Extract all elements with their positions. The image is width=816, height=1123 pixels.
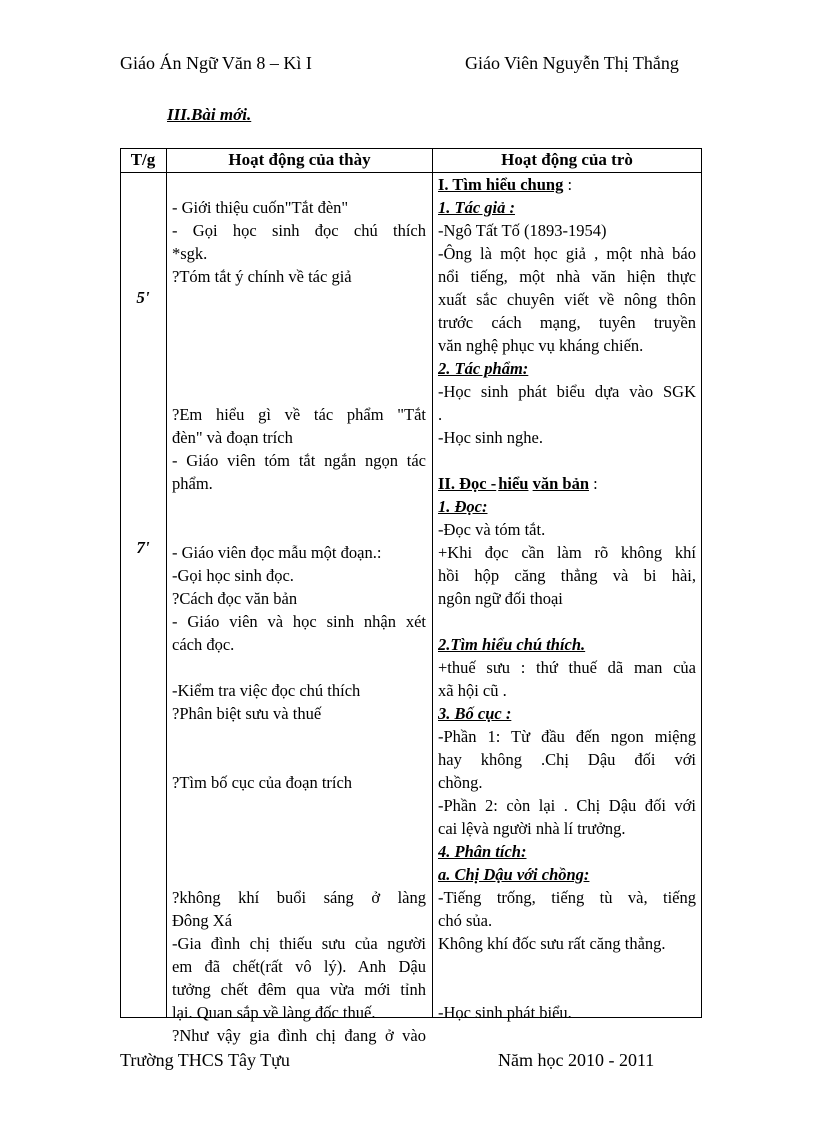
- teacher-line: ?Phân biệt sưu và thuế: [172, 704, 322, 723]
- teacher-line: tưởng chết đêm qua vừa mới tỉnh: [172, 980, 426, 999]
- teacher-line: cách đọc.: [172, 635, 235, 654]
- student-line: ngôn ngữ đối thoại: [438, 589, 563, 608]
- teacher-line: - Giáo viên đọc mẫu một đoạn.:: [172, 543, 382, 562]
- teacher-line: ?Cách đọc văn bản: [172, 589, 298, 608]
- teacher-line: ?Tìm bố cục của đoạn trích: [172, 773, 353, 792]
- teacher-line: - Giáo viên tóm tắt ngắn ngọn tác: [172, 451, 426, 470]
- footer-left: Trường THCS Tây Tựu: [120, 1050, 290, 1070]
- student-line: +thuế sưu : thứ thuế dã man của: [438, 658, 696, 677]
- teacher-line: lại. Quan sắp về làng đốc thuế.: [172, 1003, 376, 1022]
- student-line: xã hội cũ .: [438, 681, 507, 700]
- student-line: trước cách mạng, tuyên truyền: [438, 313, 696, 332]
- subheading-bo-cuc: 3. Bố cục :: [438, 704, 512, 723]
- table-border-right: [701, 148, 702, 1018]
- subheading-chu-thich: 2.Tìm hiểu chú thích.: [438, 635, 586, 654]
- student-line: chó sủa.: [438, 911, 493, 930]
- subheading-chi-dau: a. Chị Dậu với chồng:: [438, 865, 590, 884]
- header-left: Giáo Án Ngữ Văn 8 – Kì I: [120, 53, 312, 73]
- table-divider-mid: [432, 148, 433, 1018]
- lesson-table: [120, 148, 702, 1045]
- student-line: -Phần 1: Từ đầu đến ngon miệng: [438, 727, 696, 746]
- student-line: -Học sinh phát biểu.: [438, 1003, 572, 1022]
- subheading-phan-tich: 4. Phân tích:: [438, 842, 527, 861]
- teacher-line: ?Tóm tắt ý chính về tác giả: [172, 267, 352, 286]
- table-border-left: [120, 148, 121, 1018]
- teacher-line: Đông Xá: [172, 911, 233, 930]
- teacher-line: *sgk.: [172, 244, 208, 263]
- student-activities: [438, 173, 696, 1024]
- teacher-line: phẩm.: [172, 474, 213, 493]
- teacher-line: -Gọi học sinh đọc.: [172, 566, 294, 585]
- student-line: xuất sắc chuyên viết về nông thôn: [438, 290, 696, 309]
- teacher-activities: [172, 173, 426, 1047]
- student-line: hay không .Chị Dậu đối với: [438, 750, 696, 769]
- student-line: .: [438, 405, 443, 424]
- table-divider-time: [166, 148, 167, 1018]
- student-line: -Phần 2: còn lại . Chị Dậu đối với: [438, 796, 696, 815]
- section-heading-2: II. Đọc - hiểu văn bản :: [438, 474, 598, 493]
- student-line: -Ngô Tất Tố (1893-1954): [438, 221, 607, 240]
- teacher-line: ?Em hiểu gì về tác phẩm "Tắt: [172, 405, 426, 424]
- student-line: -Tiếng trống, tiếng tù và, tiếng: [438, 888, 696, 907]
- teacher-line: ?không khí buổi sáng ở làng: [172, 888, 426, 907]
- time-marker-2: 7': [136, 538, 150, 557]
- col-header-teacher: Hoạt động của thày: [228, 150, 371, 169]
- student-line: văn nghệ phục vụ kháng chiến.: [438, 336, 644, 355]
- student-line: Không khí đốc sưu rất căng thẳng.: [438, 934, 666, 953]
- subheading-tac-gia: 1. Tác giả :: [438, 198, 515, 217]
- student-line: -Học sinh nghe.: [438, 428, 543, 447]
- subheading-tac-pham: 2. Tác phẩm:: [438, 359, 529, 378]
- teacher-line: -Gia đình chị thiếu sưu của người: [172, 934, 426, 953]
- student-line: -Đọc và tóm tắt.: [438, 520, 546, 539]
- teacher-line: -Kiểm tra việc đọc chú thích: [172, 681, 361, 700]
- teacher-line: - Giáo viên và học sinh nhận xét: [172, 612, 426, 631]
- student-line: +Khi đọc cần làm rõ không khí: [438, 543, 696, 562]
- header-right: Giáo Viên Nguyễn Thị Thắng: [465, 53, 679, 73]
- student-line: cai lệvà người nhà lí trưởng.: [438, 819, 626, 838]
- col-header-time: T/g: [130, 150, 156, 169]
- col-header-student: Hoạt động của trò: [501, 150, 633, 169]
- student-line: nổi tiếng, một nhà văn hiện thực: [438, 267, 696, 286]
- student-line: chồng.: [438, 773, 483, 792]
- footer-right: Năm học 2010 - 2011: [498, 1050, 655, 1070]
- student-line: -Học sinh phát biểu dựa vào SGK: [438, 382, 696, 401]
- section-heading-1: I. Tìm hiểu chung :: [438, 175, 573, 194]
- teacher-line: - Gọi học sinh đọc chú thích: [172, 221, 426, 240]
- teacher-line: đèn" và đoạn trích: [172, 428, 293, 447]
- student-line: -Ông là một học giả , một nhà báo: [438, 244, 696, 263]
- time-marker-1: 5': [136, 288, 150, 307]
- teacher-line: em đã chết(rất vô lý). Anh Dậu: [172, 957, 426, 976]
- teacher-line: ?Như vậy gia đình chị đang ở vào: [172, 1026, 426, 1045]
- teacher-line: - Giới thiệu cuốn"Tắt đèn": [172, 198, 349, 217]
- student-line: hồi hộp căng thẳng và bi hài,: [438, 566, 696, 585]
- subheading-doc: 1. Đọc:: [438, 497, 488, 516]
- section-title: III.Bài mới.: [167, 105, 252, 124]
